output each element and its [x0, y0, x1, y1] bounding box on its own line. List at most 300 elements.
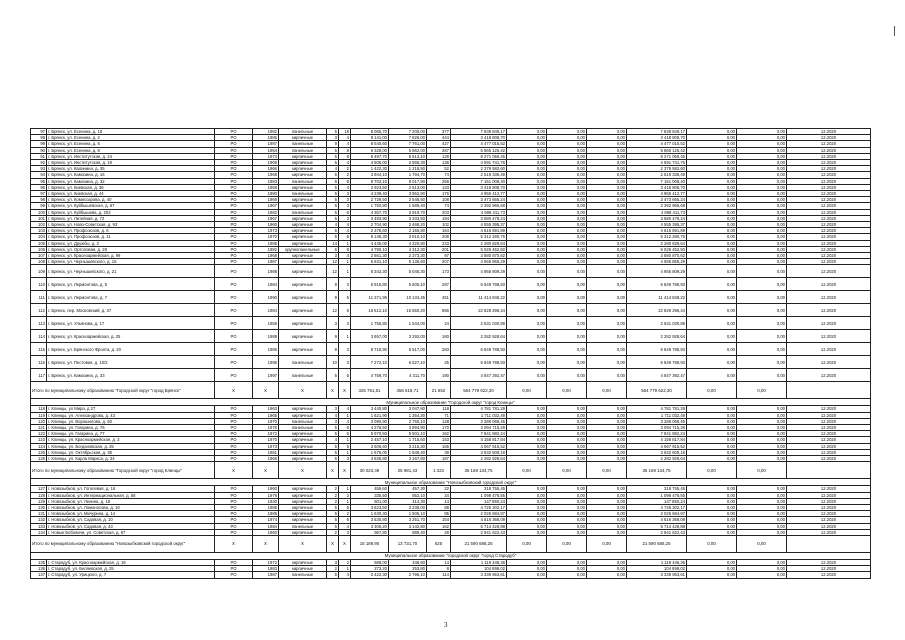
table-cell: 335,50: [351, 492, 389, 498]
table-cell: кирпичные: [279, 486, 327, 492]
table-cell: 0,00: [547, 259, 587, 265]
table-cell: 1976: [253, 425, 279, 431]
table-cell: 12: [327, 265, 339, 278]
table-cell: 1968: [253, 184, 279, 190]
table-cell: 154: [427, 517, 451, 523]
table-cell: 0,00: [507, 382, 547, 399]
table-cell: 124: [31, 443, 47, 449]
table-cell: кирпичные: [279, 278, 327, 291]
table-cell: 98: [31, 197, 47, 203]
table-cell: 12.2020: [787, 529, 871, 535]
table-cell: РО: [215, 511, 253, 517]
table-cell: г. Брянск, ул. Ортоловая, д. 28: [47, 246, 215, 252]
table-cell: 9: [327, 330, 339, 343]
table-cell: 0,00: [587, 291, 627, 304]
table-cell: 625: [427, 535, 451, 552]
table-cell: 5: [327, 184, 339, 190]
table-cell: г. Брянск, ул. Киевская, д. 44: [47, 191, 215, 197]
table-cell: 12.2020: [787, 240, 871, 246]
table-cell: 0,00: [737, 184, 787, 190]
table-cell: 6 527,10: [389, 356, 427, 369]
table-cell: 0,00: [547, 462, 587, 479]
table-cell: панельные: [279, 425, 327, 431]
table-cell: 2 392 965,68: [451, 203, 507, 209]
table-cell: 28: [427, 529, 451, 535]
table-cell: 1 715,60: [389, 437, 427, 443]
table-cell: 1984: [253, 278, 279, 291]
table-cell: 2 392 965,68: [627, 203, 687, 209]
table-cell: 1 422,30: [351, 166, 389, 172]
table-cell: 0,00: [507, 278, 547, 291]
table-cell: кирпичные: [279, 135, 327, 141]
table-cell: 0,00: [687, 203, 737, 209]
table-cell: 3 880 870,62: [451, 253, 507, 259]
table-cell: 0,00: [687, 412, 737, 418]
table-cell: 0,00: [507, 304, 547, 317]
table-cell: 0,00: [687, 529, 737, 535]
table-cell: 5 342,30: [351, 265, 389, 278]
table-cell: 4: [339, 253, 351, 259]
table-cell: 6: [339, 431, 351, 437]
table-cell: г. Брянск, ул. Литейная, д. 72: [47, 215, 215, 221]
table-cell: 5: [327, 147, 339, 153]
table-cell: 52: [427, 166, 451, 172]
table-cell: г. Клинцы, ул. Гагарина, д. 77: [47, 431, 215, 437]
table-cell: 0,00: [507, 559, 547, 565]
table-cell: 24: [427, 317, 451, 330]
table-cell: РО: [215, 184, 253, 190]
table-cell: 0,00: [737, 178, 787, 184]
table-cell: Х: [215, 535, 253, 552]
subtotal-row: [31, 535, 871, 552]
table-cell: 0,00: [547, 222, 587, 228]
table-cell: 0,00: [507, 504, 547, 510]
table-cell: 2 282 928,64: [451, 330, 507, 343]
table-cell: РО: [215, 172, 253, 178]
table-cell: 0,00: [507, 178, 547, 184]
table-cell: 4: [339, 141, 351, 147]
table-cell: 0,00: [587, 197, 627, 203]
table-cell: 1995: [253, 356, 279, 369]
table-cell: 0,00: [737, 291, 787, 304]
table-cell: 1980: [253, 191, 279, 197]
table-cell: 3 090,90: [351, 418, 389, 424]
table-cell: 108: [31, 259, 47, 265]
table-cell: 3 339 953,61: [451, 572, 507, 578]
table-cell: 3: [327, 406, 339, 412]
table-cell: 90: [31, 147, 47, 153]
table-cell: 0,00: [547, 141, 587, 147]
table-cell: 2: [339, 492, 351, 498]
table-cell: 121: [31, 425, 47, 431]
table-cell: 12.2020: [787, 259, 871, 265]
table-cell: 1 119 446,36: [451, 559, 507, 565]
table-row: [31, 291, 871, 304]
table-cell: 0,00: [507, 153, 547, 159]
table-cell: 117: [31, 369, 47, 382]
table-cell: 0,00: [687, 437, 737, 443]
table-cell: 5: [327, 425, 339, 431]
table-cell: 1969: [253, 197, 279, 203]
table-cell: 0,00: [507, 486, 547, 492]
table-cell: 0,00: [587, 492, 627, 498]
table-cell: [787, 462, 871, 479]
table-cell: 0,00: [687, 197, 737, 203]
table-cell: 0,00: [507, 259, 547, 265]
table-cell: РО: [215, 209, 253, 215]
table-cell: 1982: [253, 129, 279, 135]
table-cell: 0,00: [587, 141, 627, 147]
table-cell: 1 755,80: [351, 317, 389, 330]
table-cell: 0,00: [737, 191, 787, 197]
table-cell: 3 333,50: [389, 215, 427, 221]
table-cell: 203: [427, 209, 451, 215]
table-cell: 273,20: [351, 566, 389, 572]
table-cell: 0,00: [587, 265, 627, 278]
table-cell: кирпичные: [279, 559, 327, 565]
table-cell: кирпичные: [279, 234, 327, 240]
table-cell: 5: [327, 153, 339, 159]
table-cell: 103: [31, 228, 47, 234]
table-cell: 0,00: [737, 129, 787, 135]
table-cell: 12.2020: [787, 191, 871, 197]
table-cell: Х: [279, 382, 327, 399]
table-cell: 1 630,30: [351, 511, 389, 517]
table-cell: РО: [215, 572, 253, 578]
table-cell: 7 151 008,40: [451, 178, 507, 184]
section-title: Муниципальное образование "Городской округ "город Клинцы": [31, 399, 871, 406]
table-cell: 1989: [253, 330, 279, 343]
table-cell: 12.2020: [787, 184, 871, 190]
table-cell: г. Новозыбков, ул. Мичурина, д. 14: [47, 511, 215, 517]
table-cell: 4 955 412,77: [627, 191, 687, 197]
table-cell: 0,00: [687, 147, 737, 153]
table-cell: 5: [339, 291, 351, 304]
table-cell: 6 849 788,93: [451, 278, 507, 291]
table-cell: 0,00: [507, 443, 547, 449]
table-cell: 201: [427, 246, 451, 252]
table-cell: 8 540,60: [351, 141, 389, 147]
table-cell: 0,00: [507, 425, 547, 431]
table-cell: 1982: [253, 246, 279, 252]
table-cell: 0,00: [737, 228, 787, 234]
table-cell: 1997: [253, 369, 279, 382]
table-cell: 96: [31, 184, 47, 190]
table-cell: 1: [339, 240, 351, 246]
table-cell: РО: [215, 437, 253, 443]
page-number: 3: [444, 621, 448, 629]
table-cell: 0,00: [507, 517, 547, 523]
table-cell: 0,00: [547, 184, 587, 190]
table-cell: 0,00: [687, 317, 737, 330]
table-cell: 1985: [253, 343, 279, 356]
table-cell: 6 915,80: [351, 278, 389, 291]
table-cell: 6 328,00: [351, 147, 389, 153]
table-cell: 0,00: [737, 559, 787, 565]
table-cell: 0,00: [687, 523, 737, 529]
table-cell: 2 280 829,64: [627, 240, 687, 246]
table-cell: РО: [215, 431, 253, 437]
table-cell: 1930: [253, 498, 279, 504]
table-cell: 2 280 829,64: [451, 240, 507, 246]
table-cell: 3 418 808,70: [451, 135, 507, 141]
table-cell: 98: [31, 135, 47, 141]
table-cell: 0,00: [737, 240, 787, 246]
table-cell: 856: [427, 304, 451, 317]
page-edge-mark: [894, 26, 895, 36]
table-cell: 5: [327, 129, 339, 135]
table-cell: 10: [327, 356, 339, 369]
table-cell: г. Новозыбков, ул. Гоголевая, д. 16: [47, 486, 215, 492]
table-cell: 0,00: [587, 234, 627, 240]
table-cell: 114: [31, 330, 47, 343]
table-cell: кирпичные: [279, 265, 327, 278]
table-cell: 5 613,10: [389, 153, 427, 159]
table-cell: кирпичные: [279, 259, 327, 265]
table-cell: 12.2020: [787, 343, 871, 356]
table-cell: 1987: [253, 141, 279, 147]
table-cell: 8 703,10: [351, 178, 389, 184]
table-cell: 0,00: [587, 486, 627, 492]
table-cell: 0,00: [507, 166, 547, 172]
table-cell: 5 865 125,42: [627, 147, 687, 153]
table-cell: кирпичные: [279, 431, 327, 437]
table-cell: 0,00: [687, 222, 737, 228]
table-cell: 3: [327, 317, 339, 330]
table-cell: 2 282 928,64: [627, 330, 687, 343]
table-cell: РО: [215, 253, 253, 259]
table-cell: 9: [327, 278, 339, 291]
table-cell: 0,00: [547, 330, 587, 343]
table-cell: Х: [215, 462, 253, 479]
table-cell: г. Брянск, ул. Камозина, д. 16: [47, 172, 215, 178]
table-cell: 0,00: [687, 153, 737, 159]
table-cell: 0,00: [587, 317, 627, 330]
table-cell: 0,00: [547, 406, 587, 412]
table-cell: г. Брянск, ул. Есенина, д. 18: [47, 129, 215, 135]
table-cell: кирпичные: [279, 317, 327, 330]
table-cell: 1972: [253, 431, 279, 437]
table-cell: 3: [339, 191, 351, 197]
table-cell: 12.2020: [787, 437, 871, 443]
table-cell: 6 497,70: [351, 153, 389, 159]
table-cell: 4 847 392,47: [627, 369, 687, 382]
table-cell: 39: [427, 449, 451, 455]
table-cell: 0,00: [737, 406, 787, 412]
table-cell: 1: [339, 566, 351, 572]
table-cell: кирпичные: [279, 498, 327, 504]
table-cell: 0,00: [737, 317, 787, 330]
table-cell: г. Брянск, ул. Лермонтова, д. 5: [47, 278, 215, 291]
table-cell: 3 894,90: [389, 425, 427, 431]
table-cell: 1 544,00: [389, 317, 427, 330]
section-header-row: [31, 479, 871, 486]
table-cell: 21 590 688,25: [451, 535, 507, 552]
table-cell: 0,00: [687, 240, 737, 246]
table-cell: 12.2020: [787, 559, 871, 565]
table-cell: 6: [339, 517, 351, 523]
table-cell: 1984: [253, 523, 279, 529]
table-cell: г. Брянск, пер. Московский, д. 37: [47, 304, 215, 317]
table-cell: г. Брянск, ул. Есенина, д. 2: [47, 135, 215, 141]
table-cell: 0,00: [587, 278, 627, 291]
table-cell: 11 371,95: [351, 291, 389, 304]
subtotal-row: [31, 462, 871, 479]
table-cell: 0,00: [547, 449, 587, 455]
table-cell: 2: [327, 486, 339, 492]
table-cell: 3 657,00: [351, 330, 389, 343]
table-cell: 1985: [253, 240, 279, 246]
table-cell: РО: [215, 304, 253, 317]
table-body: [31, 129, 871, 579]
table-cell: 4 616 368,09: [451, 517, 507, 523]
table-cell: 0,00: [507, 184, 547, 190]
table-cell: 102: [427, 222, 451, 228]
table-cell: 165: [427, 443, 451, 449]
table-cell: 1 098 476,55: [451, 492, 507, 498]
table-cell: 0,00: [507, 406, 547, 412]
table-cell: 2 631 030,89: [627, 317, 687, 330]
table-cell: 4: [339, 135, 351, 141]
table-cell: 2 613,00: [389, 184, 427, 190]
table-cell: кирпичные: [279, 222, 327, 228]
table-cell: кирпичные: [279, 511, 327, 517]
table-cell: 206: [427, 234, 451, 240]
table-cell: 3 919,70: [389, 209, 427, 215]
table-cell: 2 155,80: [389, 228, 427, 234]
table-cell: 501,00: [351, 498, 389, 504]
table-row: [31, 278, 871, 291]
table-cell: РО: [215, 449, 253, 455]
table-cell: кирпичные: [279, 172, 327, 178]
table-cell: 5 517,00: [389, 343, 427, 356]
table-cell: 0,00: [547, 317, 587, 330]
table-cell: 5 145,30: [351, 234, 389, 240]
housing-register-sheet: [30, 128, 870, 579]
table-cell: г. Брянск, ул. Камозина, д. 32: [47, 178, 215, 184]
table-cell: РО: [215, 566, 253, 572]
table-cell: г. Клинцы, ул. Богдановская, д. 25: [47, 443, 215, 449]
table-cell: 9: [327, 291, 339, 304]
table-cell: 108: [427, 197, 451, 203]
table-cell: 125: [31, 449, 47, 455]
table-cell: 0,00: [587, 369, 627, 382]
table-cell: 12.2020: [787, 566, 871, 572]
table-cell: г. Брянск, ул. Чернышевского, д. 21: [47, 265, 215, 278]
table-cell: 6: [339, 234, 351, 240]
table-cell: 0,00: [547, 160, 587, 166]
table-cell: 3: [339, 215, 351, 221]
table-cell: 0,00: [687, 304, 737, 317]
table-cell: г. Брянск, ул. Комиссарова, д. 40: [47, 197, 215, 203]
table-cell: 0,00: [587, 523, 627, 529]
table-cell: 7 841 882,24: [451, 431, 507, 437]
table-cell: 0,00: [687, 141, 737, 147]
table-cell: 8: [339, 153, 351, 159]
table-cell: 0,00: [547, 572, 587, 578]
table-row: [31, 369, 871, 382]
table-cell: 0,00: [507, 523, 547, 529]
table-cell: 0,00: [587, 330, 627, 343]
table-cell: РО: [215, 141, 253, 147]
table-cell: 1: [339, 498, 351, 504]
table-cell: панельные: [279, 209, 327, 215]
table-cell: 5 865 125,42: [451, 147, 507, 153]
table-cell: 0,00: [587, 166, 627, 172]
table-cell: 3 418 808,70: [627, 135, 687, 141]
table-cell: РО: [215, 330, 253, 343]
table-cell: 0,00: [547, 215, 587, 221]
table-cell: 100: [31, 209, 47, 215]
table-cell: 1981: [253, 449, 279, 455]
table-cell: 5: [339, 443, 351, 449]
table-cell: 1 646,40: [389, 449, 427, 455]
table-cell: 1970: [253, 234, 279, 240]
table-cell: 0,00: [547, 178, 587, 184]
table-cell: 0,00: [687, 511, 737, 517]
table-cell: 6: [339, 369, 351, 382]
table-cell: 1988: [253, 265, 279, 278]
table-cell: 6: [327, 246, 339, 252]
table-cell: 0,00: [547, 197, 587, 203]
table-cell: 5: [327, 504, 339, 510]
table-cell: 136: [427, 160, 451, 166]
table-cell: 0,00: [547, 418, 587, 424]
table-cell: 118: [427, 406, 451, 412]
table-cell: 128: [427, 153, 451, 159]
table-cell: 1 218,50: [389, 166, 427, 172]
table-cell: 0,00: [737, 147, 787, 153]
table-cell: 0,00: [687, 166, 737, 172]
table-cell: 8 065,70: [351, 129, 389, 135]
table-cell: Х: [253, 462, 279, 479]
table-cell: 5: [327, 523, 339, 529]
table-cell: кирпичные: [279, 504, 327, 510]
table-cell: 1 676,00: [351, 449, 389, 455]
table-cell: кирпичные: [279, 203, 327, 209]
table-cell: 0,00: [737, 529, 787, 535]
table-cell: 118: [31, 406, 47, 412]
table-cell: кирпичные: [279, 443, 327, 449]
table-cell: Х: [327, 462, 339, 479]
table-cell: 162: [427, 523, 451, 529]
table-cell: 0,00: [587, 178, 627, 184]
table-cell: г. Брянск, ул. Дружбы, д. 2: [47, 240, 215, 246]
table-cell: 1985: [253, 135, 279, 141]
table-cell: 0,00: [547, 153, 587, 159]
table-cell: 1 119 446,36: [627, 559, 687, 565]
section-title: Муниципальное образование "городской округ "город Стародуб": [31, 552, 871, 559]
table-cell: 414,30: [389, 498, 427, 504]
table-cell: 8 271 059,45: [627, 153, 687, 159]
table-cell: РО: [215, 425, 253, 431]
table-cell: 5: [327, 449, 339, 455]
table-cell: 104: [31, 234, 47, 240]
table-cell: 88: [427, 504, 451, 510]
table-cell: 0,00: [547, 166, 587, 172]
table-cell: 0,00: [687, 259, 737, 265]
table-cell: 0,00: [737, 437, 787, 443]
table-cell: 133: [31, 523, 47, 529]
table-cell: Х: [215, 382, 253, 399]
table-cell: 0,00: [547, 291, 587, 304]
table-cell: кирпичные: [279, 529, 327, 535]
table-cell: 1 794,70: [389, 172, 427, 178]
table-cell: 6: [339, 209, 351, 215]
table-cell: 5: [327, 172, 339, 178]
table-row: [31, 317, 871, 330]
table-cell: 427: [427, 141, 451, 147]
